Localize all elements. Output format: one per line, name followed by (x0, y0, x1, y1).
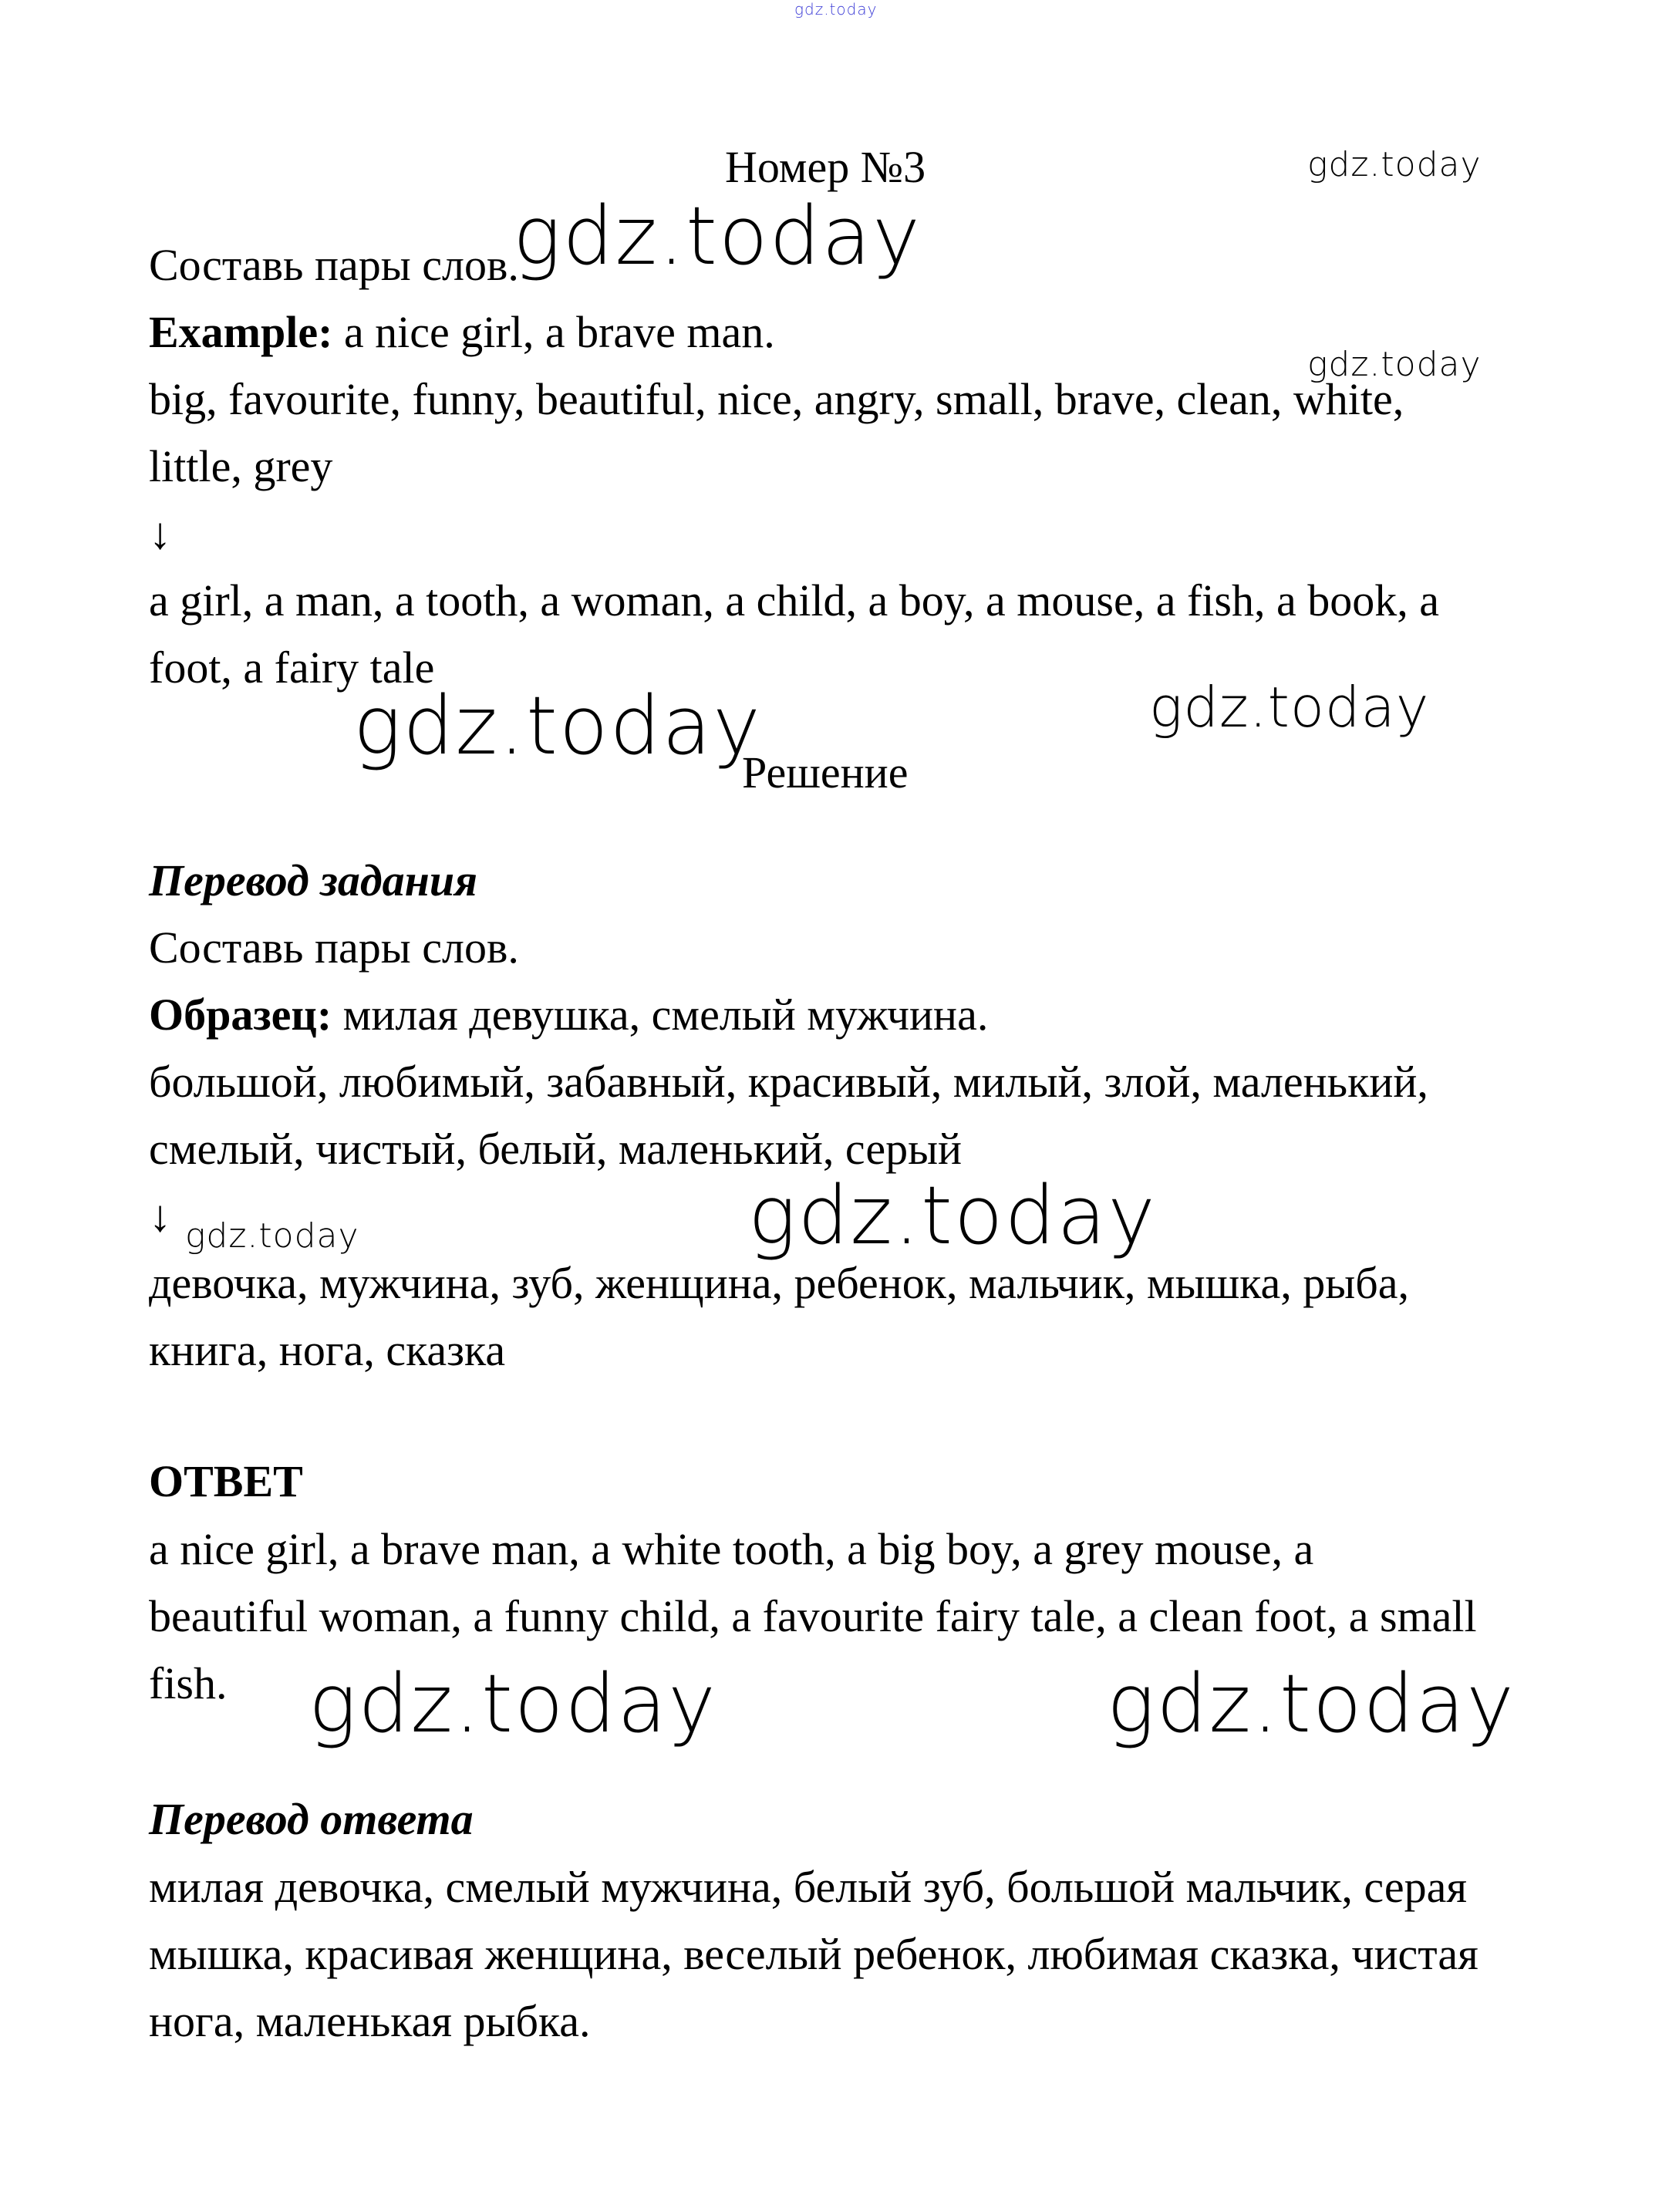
example-text: a nice girl, a brave man. (332, 307, 775, 357)
nouns-line: a girl, a man, a tooth, a woman, a child, a boy, a mouse, a fish, a book, a (149, 575, 1439, 625)
translation-nouns-line: девочка, мужчина, зуб, женщина, ребенок, мальчик, мышка, рыба, (149, 1258, 1409, 1308)
translation-example-label: Образец: (149, 990, 332, 1040)
answer-line: beautiful woman, a funny child, a favourite fairy tale, a clean foot, a small (149, 1591, 1477, 1641)
task-instruction: Составь пары слов. (149, 240, 519, 290)
answer-translation-line: мышка, красивая женщина, веселый ребенок, любимая сказка, чистая (149, 1929, 1478, 1979)
watermark-large: gdz.today (748, 1168, 1157, 1263)
watermark-small: gdz.today (185, 1216, 359, 1256)
answer-heading: ОТВЕТ (149, 1456, 303, 1506)
translation-heading: Перевод задания (149, 855, 477, 905)
watermark-top: gdz.today (794, 0, 878, 19)
arrow-down-icon: ↓ (149, 508, 171, 558)
solution-label: Решение (742, 747, 909, 797)
answer-line: fish. (149, 1658, 228, 1708)
answer-line: a nice girl, a brave man, a white tooth, a big boy, a grey mouse, a (149, 1524, 1314, 1574)
answer-translation-heading: Перевод ответа (149, 1794, 474, 1844)
translation-instruction: Составь пары слов. (149, 922, 519, 973)
answer-translation-line: милая девочка, смелый мужчина, белый зуб, большой мальчик, серая (149, 1862, 1468, 1912)
nouns-line: foot, a fairy tale (149, 642, 435, 693)
example-label: Example: (149, 307, 333, 357)
watermark-small: gdz.today (1307, 145, 1482, 184)
translation-adjectives-line: смелый, чистый, белый, маленький, серый (149, 1124, 963, 1174)
translation-example-text: милая девушка, смелый мужчина. (332, 990, 989, 1040)
translation-nouns-line: книга, нога, сказка (149, 1325, 506, 1375)
watermark-small: gdz.today (1307, 345, 1482, 384)
translation-example (149, 990, 989, 1040)
task-example (149, 307, 775, 357)
watermark-large: gdz.today (353, 679, 762, 773)
translation-adjectives-line: большой, любимый, забавный, красивый, милый, злой, маленький, (149, 1057, 1428, 1107)
adjectives-line: little, grey (149, 441, 333, 491)
watermark-large: gdz.today (1107, 1657, 1516, 1751)
watermark-large: gdz.today (513, 189, 922, 283)
page-title: Номер №3 (725, 142, 926, 192)
watermark-large: gdz.today (309, 1657, 717, 1751)
watermark-medium: gdz.today (1149, 675, 1430, 740)
arrow-down-icon: ↓ (149, 1191, 171, 1241)
adjectives-line: big, favourite, funny, beautiful, nice, angry, small, brave, clean, white, (149, 374, 1404, 424)
answer-translation-line: нога, маленькая рыбка. (149, 1996, 591, 2046)
